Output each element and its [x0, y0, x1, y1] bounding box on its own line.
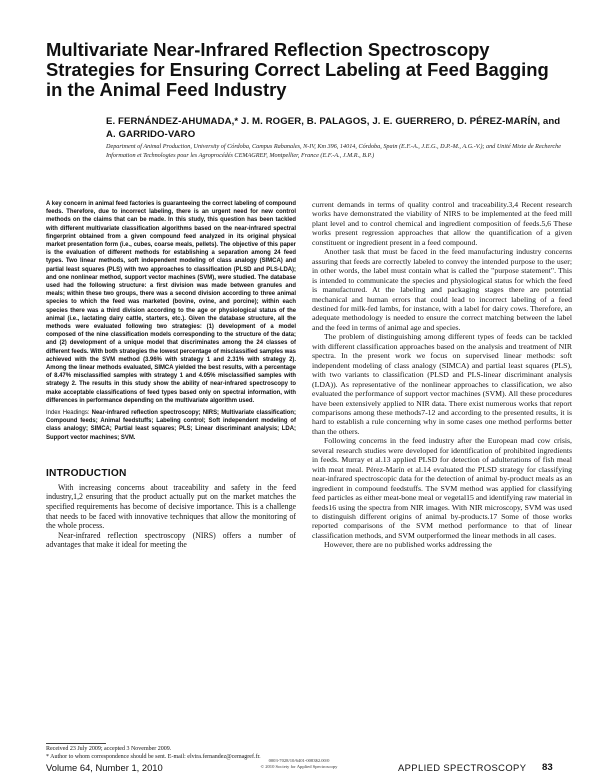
author-list: E. FERNÁNDEZ-AHUMADA,* J. M. ROGER, B. PALAGOS, J. E. GUERRERO, D. PÉREZ-MARÍN, and A. GARRIDO-VARO [106, 116, 561, 140]
body-paragraph: The problem of distinguishing among different types of feeds can be tackled with different classification approaches based on the analysis and treatment of NIR spectra. In the present work we focus on supervised linear methods: soft independent modeling of class analogy (SIMCA) and partial least squares (PLS), with two variants to classification (PLSD and PLS-linear discriminant analysis (LDA)). As representative of the nonlinear approaches to classification, we also evaluated the performance of support vector machines (SVM). All these procedures have been extensively applied to NIR data. There exist numerous works that report comparisons among these methods7-12 and according to the presented results, it is hard to establish a rule concerning why in some cases one method performs better than the others. [312, 332, 572, 436]
body-paragraph: However, there are no published works addressing the [324, 540, 492, 550]
correspondence-note: * Author to whom correspondence should be sent. E-mail: elvira.fernandez@cemagref.fr. [46, 753, 261, 760]
copyright-line: © 2010 Society for Applied Spectroscopy [260, 764, 338, 769]
issn-copyright [234, 758, 364, 770]
author-affiliations: Department of Animal Production, University of Córdoba, Campus Rabanales, N-IV, Km 396, 14014, Córdoba, Spain (E.F.-A., J.E.G., D.P.-M., A.G.-V.); and Unité Mixte de Recherche Information et Technologies pour les Agroprocédés CEMAGREF, Montpellier, France (E.F.-A., J.M.R., B.P.) [106, 143, 562, 159]
index-headings-label: Index Headings: [46, 410, 90, 417]
issn-line: 0003-7028/10/6401-0083$2.00/0 [268, 758, 330, 763]
body-paragraph: Another task that must be faced in the feed manufacturing industry concerns assuring that feeds are correctly labeled to convey the intended purpose to the user; in other words, the label must contain what is called the "purpose statement". This is intended to communicate the species and physiological status for which the feed is manufactured. At the labeling and packaging stages there are potential mechanical and human errors that could lead to incorrect labeling of a feed destined for milk-fed lambs, for instance, with a label for dairy cows. Therefore, an adequate methodology is needed to ensure the correct matching between the label and the feed in terms of animal age and species. [312, 247, 572, 332]
intro-paragraph: With increasing concerns about traceability and safety in the feed industry,1,2 ensuring that the product actually put on the market matches the specified requirements has become of decisive importance. This is a challenge that needs to be faced with innovative techniques that allow the monitoring of the whole process. [46, 482, 296, 531]
intro-paragraph: Near-infrared reflection spectroscopy (NIRS) offers a number of advantages that make it ideal for meeting the [46, 530, 296, 550]
index-headings [46, 409, 296, 442]
body-paragraph: current demands in terms of quality control and traceability.3,4 Recent research works have demonstrated the viability of NIRS to be implemented at the feed mill plant level and to control chemical and ingredient composition of feeds.5,6 These works present regression approaches that allow the quantification of a given constituent or ingredient present in a feed compound. [312, 200, 572, 247]
article-title: Multivariate Near-Infrared Reflection Spectroscopy Strategies for Ensuring Correct Labeling at Feed Bagging in the Animal Feed Industry [46, 39, 549, 100]
journal-name: APPLIED SPECTROSCOPY [398, 762, 527, 773]
abstract: A key concern in animal feed factories is guaranteeing the correct labeling of compound feeds. Therefore, due to incorrect labeling, there is an urgent need for new control methods on the claims that can be made. In this study, this question has been tackled with different multivariate classification algorithms based on the near-infrared spectral fingerprint obtained from a given compound feed analyzed in its original physical market presentation form (i.e., cubes, coarse meals, pellets). The objective of this paper is the evaluation of different methods for establishing a separation among 24 feed types. Two linear methods, soft independent modeling of class analogy (SIMCA) and partial least squares (PLS) with two approaches to classification (PLSD and PLS-LDA); and one nonlinear method, support vector machines (SVM), were studied. The database used had the following structure: a first division was made between granules and meals; within these two groups, there was a second division according to three animal species to which the feed was marketed (bovine, ovine, and porcine); within each species there was a third division according to the age or physiological status of the animal (i.e., lactating dairy cattle, starters, etc.). Given the database structure, all the methods were evaluated following two strategies: (1) development of a model composed of the nine classification models corresponding to the structure of the data; and (2) development of a unique model that discriminates among the 24 classes of different feeds. With both strategies the lowest percentage of misclassified samples was achieved with the SVM method (3.96% with strategy 1 and 2.31% with strategy 2). Among the linear methods evaluated, SIMCA yielded the best results, with a percentage of 8.47% misclassified samples with strategy 1 and 4.05% misclassified samples with strategy 2. The results in this study show the ability of near-infrared spectroscopy to make acceptable classifications of feed types based only on spectral information, with differences in performance depending on the multivariate algorithm used. [46, 201, 296, 404]
body-paragraph: Following concerns in the feed industry after the European mad cow crisis, several research studies were developed for identification of prohibited ingredients in feeds. Murray et al.13 applied PLSD for detection of adulterations of fish meal with meat meal. Pérez-Marín et al.14 evaluated the PLSD strategy for classifying near-infrared spectroscopic data for the detection of animal by-product meals as an ingredient in compound feedstuffs. The SVM method was applied for classifying feed particles as either meat-bone meal or vegetal15 and identifying raw material in feeds16 using the spectra from NIR images. With NIR microscopy, SVM was used to distinguish different origins of animal by-products.17 Some of those works reported comparisons of the SVM method performance to that of linear classification methods, and SVM outperformed the linear methods in all cases. [312, 436, 572, 540]
volume-info: Volume 64, Number 1, 2010 [46, 762, 163, 773]
page-number: 83 [542, 762, 553, 773]
right-column [312, 200, 572, 550]
index-headings-terms: Near-infrared reflection spectroscopy; NIRS; Multivariate classification; Compound feeds; Animal feedstuffs; Labeling control; Soft independent modeling of class analogy; SIMCA; Partial least squares; PLS; Linear discriminant analysis; LDA; Support vector machines; SVM. [46, 410, 296, 441]
received-note: Received 23 July 2009; accepted 3 November 2009. [46, 746, 172, 752]
introduction-heading: INTRODUCTION [46, 467, 127, 479]
left-column [46, 200, 296, 550]
footnote-divider [46, 743, 106, 744]
